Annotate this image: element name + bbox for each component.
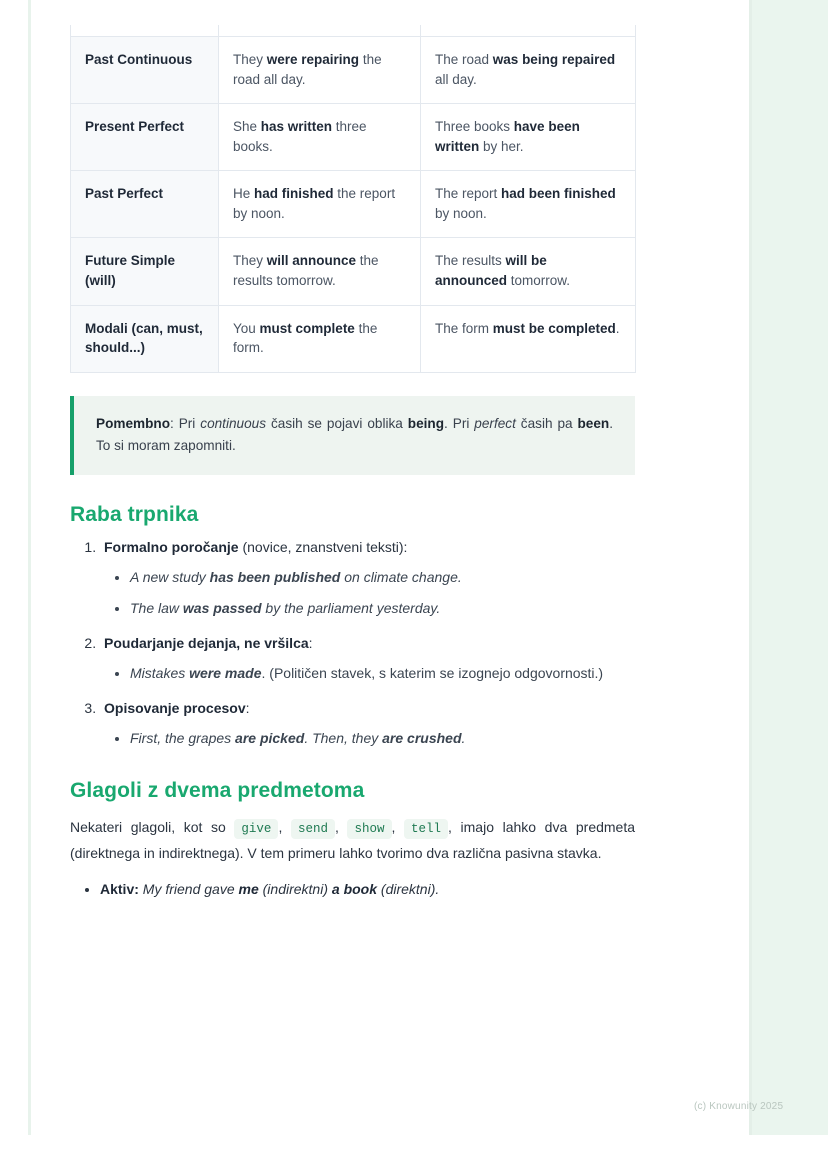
code-tell: tell bbox=[404, 819, 448, 839]
passive-sentence: Three books have been written by her. bbox=[421, 104, 636, 171]
aktiv-label: Aktiv: bbox=[100, 881, 139, 898]
usage-examples bbox=[104, 663, 744, 684]
tense-label: Present Perfect bbox=[71, 104, 219, 171]
list-item: 3. Opisovanje procesov: • First, the grapes are picked. Then, they are crushed. bbox=[100, 698, 744, 749]
table-row bbox=[71, 171, 636, 238]
table-row bbox=[71, 104, 636, 171]
active-sentence: You must complete the form. bbox=[219, 305, 421, 372]
section-heading-usage: Raba trpnika bbox=[70, 503, 199, 527]
active-sentence: They will announce the results tomorrow. bbox=[219, 238, 421, 305]
table-row bbox=[71, 305, 636, 372]
left-accent-rail bbox=[28, 0, 31, 1135]
usage-lead: Poudarjanje dejanja, ne vršilca bbox=[104, 635, 309, 652]
list-item: 1. Formalno poročanje (novice, znanstveni teksti): • A new study has been published on climate change. • The law was passed by the parliament yesterday. bbox=[100, 537, 744, 619]
usage-lead: Opisovanje procesov bbox=[104, 700, 246, 717]
callout-label: Pomembno bbox=[96, 415, 171, 431]
tense-comparison-table bbox=[70, 25, 636, 373]
usage-lead: Formalno poročanje bbox=[104, 539, 239, 556]
usage-examples bbox=[104, 728, 744, 749]
passive-sentence: The results will be announced tomorrow. bbox=[421, 238, 636, 305]
code-give: give bbox=[234, 819, 278, 839]
list-item: • The law was passed by the parliament yesterday. bbox=[130, 598, 744, 619]
passive-sentence: The report had been finished by noon. bbox=[421, 171, 636, 238]
code-show: show bbox=[347, 819, 391, 839]
list-item: • Aktiv: My friend gave me (indirektni) a book (direktni). bbox=[100, 879, 744, 900]
important-callout: Pomembno: Pri continuous časih se pojavi oblika being. Pri perfect časih pa been. To si moram zapomniti. bbox=[70, 396, 635, 476]
active-sentence: He had finished the report by noon. bbox=[219, 171, 421, 238]
list-item: • First, the grapes are picked. Then, they are crushed. bbox=[130, 728, 744, 749]
active-sentence: She has written three books. bbox=[219, 104, 421, 171]
bottom-strip bbox=[0, 1135, 828, 1171]
clipped-cell-3 bbox=[421, 25, 636, 37]
table-row-clipped bbox=[71, 25, 636, 37]
passive-sentence: The form must be completed. bbox=[421, 305, 636, 372]
active-sentence: They were repairing the road all day. bbox=[219, 37, 421, 104]
right-side-panel bbox=[752, 0, 828, 1135]
aktiv-example-list bbox=[70, 879, 744, 900]
passive-sentence: The road was being repaired all day. bbox=[421, 37, 636, 104]
code-send: send bbox=[291, 819, 335, 839]
usage-list bbox=[70, 537, 744, 749]
watermark: (c) Knowunity 2025 bbox=[694, 1101, 784, 1112]
usage-examples bbox=[104, 567, 744, 619]
clipped-cell-2 bbox=[219, 25, 421, 37]
tense-label: Future Simple (will) bbox=[71, 238, 219, 305]
list-item: • Mistakes were made. (Političen stavek, s katerim se izognejo odgovornosti.) bbox=[130, 663, 744, 684]
section-heading-two-objects: Glagoli z dvema predmetoma bbox=[70, 779, 365, 803]
tense-label: Past Continuous bbox=[71, 37, 219, 104]
table-row bbox=[71, 37, 636, 104]
tense-label: Modali (can, must, should...) bbox=[71, 305, 219, 372]
two-objects-paragraph: Nekateri glagoli, kot so give , send , show , tell , imajo lahko dva predmeta (direktnega in indirektnega). V tem primeru lahko tvorimo dva različna pasivna stavka. bbox=[70, 819, 636, 861]
list-item: 2. Poudarjanje dejanja, ne vršilca: • Mistakes were made. (Političen stavek, s katerim se izognejo odgovornosti.) bbox=[100, 633, 744, 684]
list-item: • A new study has been published on climate change. bbox=[130, 567, 744, 588]
document-content bbox=[44, 0, 744, 900]
tense-label: Past Perfect bbox=[71, 171, 219, 238]
clipped-cell-1 bbox=[71, 25, 219, 37]
table-row bbox=[71, 238, 636, 305]
